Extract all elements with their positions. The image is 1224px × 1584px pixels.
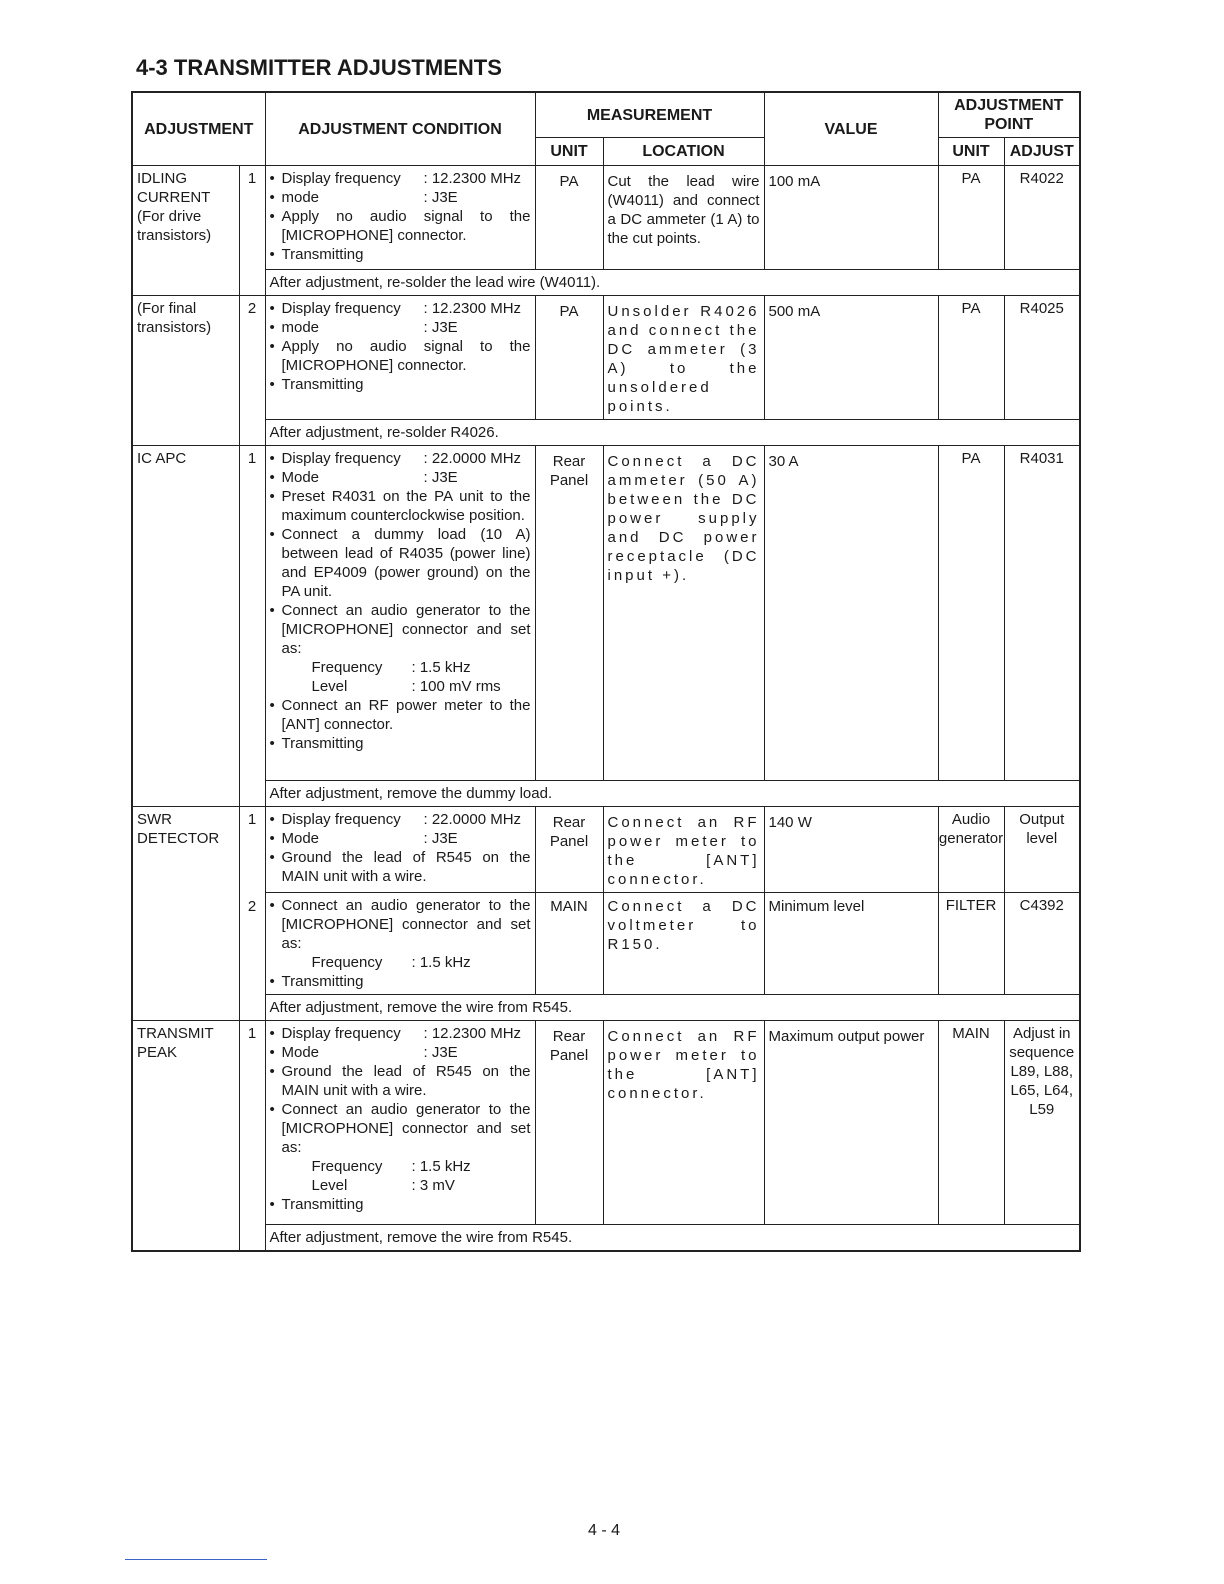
header-adjustment-point: ADJUSTMENT POINT [938,92,1080,138]
table-row [132,1021,1080,1225]
measurement-location [603,893,764,995]
cond-value: : 1.5 kHz [411,954,471,971]
header-condition: ADJUSTMENT CONDITION [265,92,535,166]
adjustment-name [132,807,239,1021]
cond-text: Connect a dummy load (10 A) between lead of R4035 (power line) and EP4009 (power ground) on the PA unit. [281,526,531,600]
name-line: transistors) [137,319,212,336]
cond-key: Mode [281,469,320,486]
value: Minimum level [764,893,938,995]
cond-text: Transmitting [281,1196,364,1213]
table-row [132,807,1080,893]
cond-value: : J3E [423,1044,458,1061]
after-note: After adjustment, re-solder the lead wire (W4011). [265,270,1080,296]
measurement-location [603,1021,764,1225]
adjust-point: R4025 [1004,296,1080,420]
measurement-unit [535,807,603,893]
bullet: • [269,170,275,187]
cond-key: Display frequency [281,1025,401,1042]
adjust-unit: MAIN [938,1021,1004,1225]
cond-text: Transmitting [281,376,364,393]
value: 500 mA [764,296,938,420]
bullet: • [269,1101,275,1118]
adjust-line: sequence [1009,1044,1075,1061]
unit-line: Panel [549,472,589,489]
bullet: • [269,697,275,714]
condition-cell [265,807,535,893]
table-row [132,893,1080,995]
table-row [132,781,1080,807]
unit-line: Rear [552,453,586,470]
name-line: (For drive [137,208,202,225]
table-row [132,420,1080,446]
bullet: • [269,973,275,990]
adjustment-table [131,91,1081,1252]
bullet: • [269,735,275,752]
page-title: 4-3 TRANSMITTER ADJUSTMENTS [136,55,502,80]
location-text: Connect an RF power meter to the [ANT] connector. [607,814,760,888]
adjustment-name [132,446,239,807]
bullet: • [269,1063,275,1080]
adjust-unit: PA [938,296,1004,420]
location-text: Unsolder R4026 and connect the DC ammeter (3 A) to the unsoldered points. [607,303,760,415]
cond-value: : 3 mV [411,1177,455,1194]
unit-line: Rear [552,1028,586,1045]
bullet: • [269,469,275,486]
cond-value: : 12.2300 MHz [423,1025,522,1042]
table-row [132,446,1080,781]
cond-key: Display frequency [281,450,401,467]
header-unit: UNIT [535,138,603,166]
adjust-point [1004,1021,1080,1225]
adjust-line: Output [1019,811,1065,828]
cond-text: Preset R4031 on the PA unit to the maximum counterclockwise position. [281,488,531,524]
unit-line: Panel [549,833,589,850]
after-note: After adjustment, remove the dummy load. [265,781,1080,807]
cond-text: Connect an RF power meter to the [ANT] connector. [281,697,531,733]
measurement-unit [535,446,603,781]
cond-text: Apply no audio signal to the [MICROPHONE] connector. [281,338,531,374]
cond-text: Transmitting [281,246,364,263]
cond-key: Level [311,678,348,695]
adjust-line: L89, L88, [1010,1063,1074,1080]
name-line: PEAK [137,1044,178,1061]
location-text: Connect a DC ammeter (50 A) between the DC power supply and DC power receptacle (DC input +). [607,453,760,584]
cond-key: Frequency [311,1158,383,1175]
table-row [132,166,1080,270]
bullet: • [269,897,275,914]
bullet: • [269,488,275,505]
bullet: • [269,1044,275,1061]
adjustment-name [132,1021,239,1252]
after-note: After adjustment, re-solder R4026. [265,420,1080,446]
cond-key: Display frequency [281,811,401,828]
bullet: • [269,811,275,828]
condition-cell [265,893,535,995]
cond-value: : J3E [423,830,458,847]
cond-text: Connect an audio generator to the [MICROPHONE] connector and set as: [281,1101,531,1156]
cond-key: mode [281,319,320,336]
unit-line: generator [938,830,1004,847]
adjust-unit: FILTER [938,893,1004,995]
cond-value: : J3E [423,319,458,336]
after-note: After adjustment, remove the wire from R545. [265,1225,1080,1252]
value: 100 mA [764,166,938,270]
bullet: • [269,319,275,336]
measurement-unit: MAIN [535,893,603,995]
cond-value: : 1.5 kHz [411,1158,471,1175]
bullet: • [269,246,275,263]
cond-text: Transmitting [281,973,364,990]
name-line: IC APC [137,450,187,467]
page-number: 4 - 4 [588,1522,621,1539]
adjust-point: R4022 [1004,166,1080,270]
table-row [132,1225,1080,1252]
name-line: IDLING [137,170,188,187]
cond-value: : 100 mV rms [411,678,501,695]
table-row [132,995,1080,1021]
cond-key: Frequency [311,954,383,971]
step-number: 2 [239,296,265,446]
after-note: After adjustment, remove the wire from R545. [265,995,1080,1021]
unit-line: Rear [552,814,586,831]
header-location: LOCATION [603,138,764,166]
adjust-line: level [1026,830,1058,847]
bullet: • [269,849,275,866]
cond-key: mode [281,189,320,206]
bullet: • [269,338,275,355]
measurement-unit: PA [535,296,603,420]
name-line: CURRENT [137,189,211,206]
cond-key: Display frequency [281,300,401,317]
bullet: • [269,1196,275,1213]
step-number: 1 [239,1021,265,1252]
bullet: • [269,376,275,393]
value: 30 A [764,446,938,781]
cond-text: Transmitting [281,735,364,752]
cond-value: : J3E [423,469,458,486]
name-line: SWR [137,811,172,828]
cond-key: Mode [281,1044,320,1061]
footer-link-underline [125,1559,267,1560]
header-value: VALUE [764,92,938,166]
cond-key: Level [311,1177,348,1194]
name-line: transistors) [137,227,212,244]
table-row [132,270,1080,296]
cond-key: Frequency [311,659,383,676]
value: 140 W [764,807,938,893]
condition-cell [265,1021,535,1225]
header-unit-2: UNIT [938,138,1004,166]
name-line: DETECTOR [137,830,220,847]
adjust-line: L65, L64, [1010,1082,1074,1099]
adjust-point: R4031 [1004,446,1080,781]
cond-key: Display frequency [281,170,401,187]
adjust-unit: PA [938,166,1004,270]
bullet: • [269,830,275,847]
adjustment-name [132,166,239,296]
bullet: • [269,300,275,317]
adjust-unit [938,807,1004,893]
adjust-point: C4392 [1004,893,1080,995]
condition-cell [265,446,535,781]
cond-text: Ground the lead of R545 on the MAIN unit with a wire. [281,1063,531,1099]
name-line: TRANSMIT [137,1025,214,1042]
value: Maximum output power [764,1021,938,1225]
cond-text: Ground the lead of R545 on the MAIN unit with a wire. [281,849,531,885]
bullet: • [269,1025,275,1042]
unit-line: Audio [951,811,991,828]
bullet: • [269,208,275,225]
cond-value: : 12.2300 MHz [423,300,522,317]
measurement-unit: PA [535,166,603,270]
location-text: Connect a DC voltmeter to R150. [607,898,760,953]
step-number: 2 [239,893,265,1021]
cond-text: Apply no audio signal to the [MICROPHONE] connector. [281,208,531,244]
unit-line: Panel [549,1047,589,1064]
cond-text: Connect an audio generator to the [MICROPHONE] connector and set as: [281,897,531,952]
cond-key: Mode [281,830,320,847]
measurement-unit [535,1021,603,1225]
step-number: 1 [239,446,265,807]
measurement-location [603,446,764,781]
bullet: • [269,526,275,543]
adjust-line: L59 [1029,1101,1055,1118]
measurement-location [603,807,764,893]
table-row [132,296,1080,420]
cond-value: : 12.2300 MHz [423,170,522,187]
header-adjustment: ADJUSTMENT [132,92,265,166]
header-adjust: ADJUST [1004,138,1080,166]
condition-cell [265,296,535,420]
header-measurement: MEASUREMENT [535,92,764,138]
cond-value: : 1.5 kHz [411,659,471,676]
step-number: 1 [239,807,265,893]
bullet: • [269,189,275,206]
bullet: • [269,602,275,619]
cond-text: Connect an audio generator to the [MICROPHONE] connector and set as: [281,602,531,657]
adjust-line: Adjust in [1012,1025,1071,1042]
adjustment-name [132,296,239,446]
name-line: (For final [137,300,197,317]
cond-value: : J3E [423,189,458,206]
measurement-location [603,296,764,420]
measurement-location: Cut the lead wire (W4011) and connect a DC ammeter (1 A) to the cut points. [603,166,764,270]
step-number: 1 [239,166,265,296]
condition-cell [265,166,535,270]
cond-value: : 22.0000 MHz [423,450,522,467]
cond-value: : 22.0000 MHz [423,811,522,828]
location-text: Connect an RF power meter to the [ANT] connector. [607,1028,760,1102]
adjust-unit: PA [938,446,1004,781]
adjust-point [1004,807,1080,893]
bullet: • [269,450,275,467]
